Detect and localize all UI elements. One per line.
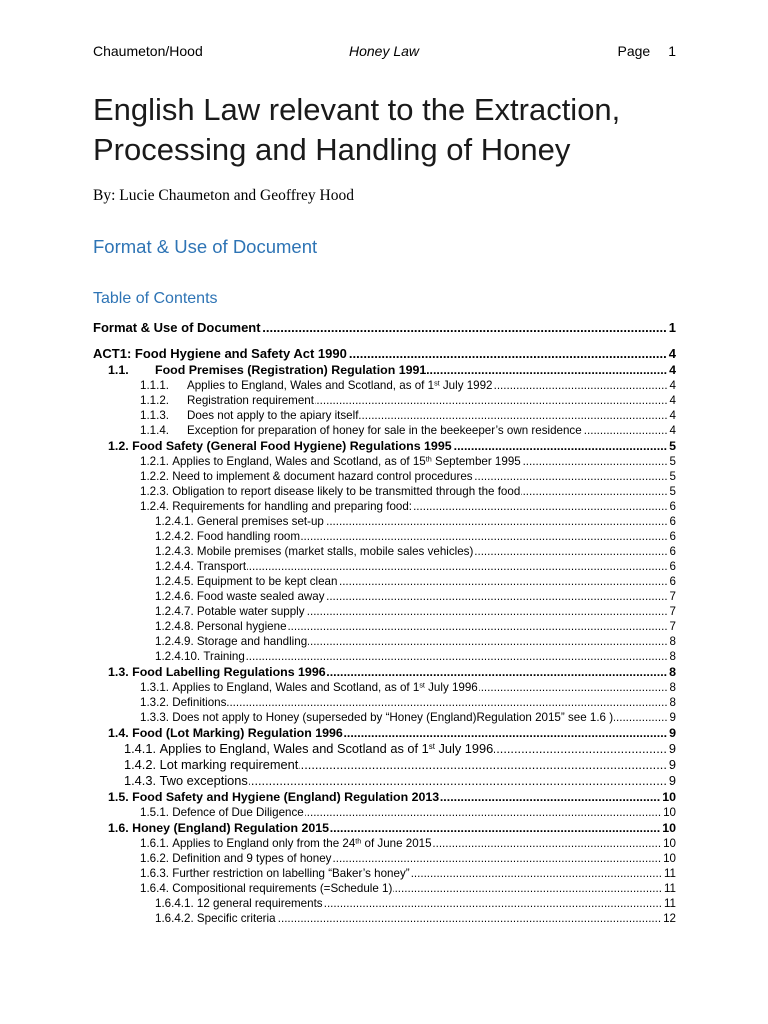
toc-dot-leader [479,680,668,695]
toc-entry-number: 1.2.2. [140,470,170,483]
toc-heading: Table of Contents [93,290,218,307]
toc-entry-label [93,320,261,336]
toc-entry-page-number: 11 [663,867,676,880]
toc-entry-number: 1.2.4.7. [155,605,194,618]
toc-entry-title: Food Premises (Registration) Regulation 1991 [155,363,427,377]
toc-entry-page-number: 4 [669,409,676,422]
toc-entry-page-number: 7 [669,590,676,603]
toc-entry-title: Food (Lot Marking) Regulation 1996 [132,726,343,740]
toc-dot-leader [324,896,662,911]
toc-dot-leader [614,710,667,725]
toc-entry-title: Applies to England, Wales and Scotland as of 1 [159,741,429,756]
toc-entry-page-number: 11 [663,897,676,910]
toc-entry-label [132,725,343,741]
toc-entry-label [172,836,431,851]
toc-entry-label [197,574,338,589]
toc-entry-title: Further restriction on labelling “Baker’s honey” [172,867,410,880]
toc-entry-number: 1.2.4.3. [155,545,194,558]
toc-entry-1-1[interactable] [93,362,676,378]
toc-entry-title: Defence of Due Diligence [172,806,304,819]
toc-entry-label [187,378,493,393]
toc-entry-title: Equipment to be kept clean [196,575,338,588]
toc-dot-leader [440,789,660,805]
toc-entry-title: Food Safety and Hygiene (England) Regulation 2013 [132,790,440,804]
toc-dot-leader [227,695,667,710]
toc-entry-1-1-3[interactable] [93,408,676,423]
toc-dot-leader [338,574,667,589]
toc-dot-leader [348,346,667,362]
toc-entry-title: Mobile premises (market stalls, mobile sales vehicles) [196,545,474,558]
toc-entry-superscript: st [428,742,435,752]
toc-entry-label [160,757,299,773]
toc-entry-page-number: 10 [662,821,676,835]
toc-entry-title: Obligation to report disease likely to be transmitted through the food [172,485,521,498]
toc-entry-title: Storage and handling [196,635,308,648]
toc-entry-page-number: 4 [669,424,676,437]
toc-dot-leader [262,320,667,336]
toc-entry-number: 1.2.4.6. [155,590,194,603]
toc-entry-superscript: st [434,378,440,388]
toc-entry-label [172,851,331,866]
toc-dot-leader [393,881,662,896]
toc-entry-1-1-2[interactable] [93,393,676,408]
toc-entry-page-number: 4 [668,346,676,361]
toc-entry-label [172,695,226,710]
toc-entry-1-2-4-2[interactable] [93,529,676,544]
toc-entry-page-number: 7 [669,620,676,633]
toc-entry-label [197,559,246,574]
toc-entry-title: Applies to England, Wales and Scotland, as of 1 [187,379,435,392]
toc-entry-label [197,589,325,604]
toc-entry-page-number: 9 [668,741,676,756]
toc-dot-leader [413,499,668,514]
toc-entry-1-2[interactable] [93,438,676,454]
toc-entry-number: 1.4.3. [124,773,157,788]
toc-entry-number: 1.5.1. [140,806,170,819]
toc-entry-format-use-of-document[interactable] [93,320,676,336]
section-heading: Format & Use of Document [93,236,318,257]
toc-entry-superscript: th [425,454,432,464]
toc-entry-title: Applies to England, Wales and Scotland, as of 1 [172,681,420,694]
toc-entry-1-4-3[interactable] [93,773,676,789]
toc-entry-1-5[interactable] [93,789,676,805]
toc-entry-label [172,866,409,881]
toc-dot-leader [308,634,667,649]
toc-entry-label [93,346,347,362]
toc-entry-1-3-3[interactable] [93,710,676,725]
toc-entry-number: 1.6.4. [140,882,170,895]
toc-entry-number: 1.2.4.4. [155,560,194,573]
toc-entry-number: 1.2.4.1. [155,515,194,528]
toc-entry-page-number: 8 [669,696,676,709]
toc-entry-1-6-4[interactable] [93,881,676,896]
toc-entry-number: 1.6.4.1. [155,897,194,910]
toc-entry-1-3-2[interactable] [93,695,676,710]
toc-entry-title: General premises set-up [196,515,324,528]
toc-entry-title: Food Labelling Regulations 1996 [132,665,326,679]
toc-dot-leader [277,911,662,926]
toc-dot-leader [306,604,668,619]
toc-entry-number: 1.1.2. [140,394,170,407]
toc-dot-leader [315,393,668,408]
toc-entry-label [155,362,426,378]
toc-entry-page-number: 8 [669,635,676,648]
toc-entry-label [172,499,412,514]
header-page-indicator [618,42,677,60]
toc-entry-page-number: 9 [668,773,676,788]
toc-entry-1-2-4-1[interactable] [93,514,676,529]
toc-entry-title: Compositional requirements (=Schedule 1) [172,882,393,895]
toc-dot-leader [453,438,667,454]
toc-dot-leader [246,649,668,664]
toc-entry-1-2-2[interactable] [93,469,676,484]
toc-dot-leader [301,529,668,544]
toc-entry-label [187,408,358,423]
toc-entry-title: 12 general requirements [196,897,323,910]
toc-entry-title: Applies to England only from the 24 [172,837,356,850]
toc-entry-title: Lot marking requirement [159,757,299,772]
toc-entry-label [197,604,305,619]
toc-entry-page-number: 5 [669,455,676,468]
toc-dot-leader [494,378,668,393]
toc-entry-label [187,423,582,438]
toc-entry-page-number: 6 [669,530,676,543]
toc-entry-label [197,911,276,926]
toc-entry-1-2-4-6[interactable] [93,589,676,604]
toc-entry-1-4[interactable] [93,725,676,741]
toc-entry-1-6-3[interactable] [93,866,676,881]
header-authors: Chaumeton/Hood [93,43,203,59]
toc-entry-page-number: 9 [668,757,676,772]
toc-entry-superscript: st [419,680,425,690]
toc-entry-page-number: 10 [663,806,676,819]
toc-entry-number: 1.2.4.9. [155,635,194,648]
toc-entry-page-number: 8 [669,650,676,663]
toc-dot-leader [299,757,667,773]
toc-entry-page-number: 10 [663,852,676,865]
toc-entry-page-number: 8 [669,665,676,679]
toc-entry-label [187,393,314,408]
toc-entry-label [172,710,613,725]
toc-entry-act1[interactable] [93,346,676,362]
toc-entry-1-2-1[interactable] [93,454,676,469]
toc-entry-label [203,649,244,664]
toc-entry-page-number: 10 [662,790,676,804]
toc-entry-number: 1.6. [108,821,129,835]
toc-entry-number: 1.1.1. [140,379,170,392]
toc-entry-1-6[interactable] [93,820,676,836]
toc-entry-label [132,664,325,680]
toc-entry-label [197,514,324,529]
toc-entry-number: 1.4. [108,726,129,740]
toc-entry-title-end: of June 2015 [361,837,432,850]
toc-entry-page-number: 6 [669,515,676,528]
toc-entry-number: 1.2.1. [140,455,170,468]
toc-entry-title: Definitions [172,696,227,709]
toc-entry-1-2-4-3[interactable] [93,544,676,559]
running-header [0,42,768,60]
toc-entry-title-end: July 1996 [424,681,478,694]
header-document-title: Honey Law [348,43,420,59]
toc-entry-number: 1.2.3. [140,485,170,498]
toc-entry-1-2-4-7[interactable] [93,604,676,619]
toc-entry-title: Applies to England, Wales and Scotland, as of 15 [172,455,426,468]
toc-entry-label [197,634,307,649]
toc-entry-title: Need to implement & document hazard control procedures [172,470,473,483]
toc-entry-title: Format & Use of Document [93,320,261,335]
toc-entry-1-5-1[interactable] [93,805,676,820]
toc-entry-1-2-4-5[interactable] [93,574,676,589]
table-of-contents [93,320,676,926]
toc-entry-title: Honey (England) Regulation 2015 [132,821,330,835]
toc-entry-title: Does not apply to Honey (superseded by “Honey (England)Regulation 2015” see 1.6 ) [172,711,614,724]
toc-entry-superscript: th [355,836,362,846]
toc-dot-leader [522,454,668,469]
toc-entry-title: Registration requirement [187,394,314,407]
toc-dot-leader [330,820,660,836]
toc-entry-1-1-4[interactable] [93,423,676,438]
toc-entry-page-number: 6 [669,560,676,573]
toc-dot-leader [411,866,662,881]
toc-entry-number: 1.4.2. [124,757,157,772]
toc-entry-title: ACT1: Food Hygiene and Safety Act 1990 [93,346,347,361]
toc-entry-1-2-3[interactable] [93,484,676,499]
toc-entry-title: Potable water supply [196,605,305,618]
toc-entry-page-number: 6 [669,575,676,588]
toc-entry-number: 1.3.2. [140,696,170,709]
toc-entry-number: 1.6.2. [140,852,170,865]
toc-entry-page-number: 8 [669,681,676,694]
toc-entry-label [172,484,520,499]
toc-entry-number: 1.2.4.8. [155,620,194,633]
toc-entry-page-number: 7 [669,605,676,618]
toc-entry-number: 1.4.1. [124,741,157,756]
toc-entry-title: Exception for preparation of honey for sale in the beekeeper’s own residence [187,424,582,437]
toc-entry-label [132,438,451,454]
toc-entry-label [160,773,248,789]
toc-entry-number: 1.3. [108,665,129,679]
toc-entry-page-number: 11 [663,882,676,895]
toc-entry-page-number: 1 [668,320,676,335]
toc-dot-leader [327,664,667,680]
toc-entry-title: Transport [196,560,247,573]
toc-dot-leader [521,484,667,499]
toc-dot-leader [433,836,662,851]
toc-entry-1-4-2[interactable] [93,757,676,773]
toc-entry-title-end: July 1996 [434,741,494,756]
toc-entry-number: 1.2.4.10. [155,650,201,663]
toc-dot-leader [494,741,667,757]
toc-entry-1-2-4-8[interactable] [93,619,676,634]
toc-entry-label [197,544,473,559]
toc-entry-number: 1.2.4. [140,500,170,513]
toc-entry-page-number: 6 [669,500,676,513]
toc-entry-page-number: 9 [669,711,676,724]
toc-entry-label [197,896,323,911]
document-title: English Law relevant to the Extraction, Processing and Handling of Honey [93,92,621,167]
toc-entry-label [160,741,494,757]
toc-entry-title: Training [203,650,245,663]
header-page-number: 1 [668,43,676,59]
toc-entry-label [172,680,478,695]
toc-entry-1-6-4-1[interactable] [93,896,676,911]
toc-dot-leader [326,589,668,604]
toc-entry-number: 1.3.3. [140,711,170,724]
toc-entry-label [197,619,287,634]
toc-entry-1-3[interactable] [93,664,676,680]
toc-entry-title: Personal hygiene [196,620,287,633]
toc-entry-1-2-4-10[interactable] [93,649,676,664]
toc-dot-leader [249,773,667,789]
toc-entry-number: 1.6.4.2. [155,912,194,925]
toc-entry-title: Food waste sealed away [196,590,325,603]
toc-entry-number: 1.1.4. [140,424,170,437]
toc-entry-label [172,469,472,484]
toc-entry-title: Does not apply to the apiary itself [187,409,359,422]
toc-entry-number: 1.2.4.2. [155,530,194,543]
toc-entry-number: 1.6.1. [140,837,170,850]
toc-dot-leader [344,725,667,741]
toc-entry-number: 1.6.3. [140,867,170,880]
toc-entry-label [197,529,300,544]
toc-entry-1-2-4-4[interactable] [93,559,676,574]
toc-dot-leader [325,514,668,529]
toc-entry-page-number: 4 [669,363,676,377]
toc-entry-label [172,805,303,820]
toc-entry-title: Definition and 9 types of honey [172,852,332,865]
toc-entry-label [132,820,329,836]
document-byline: By: Lucie Chaumeton and Geoffrey Hood [93,187,354,204]
toc-entry-page-number: 10 [663,837,676,850]
toc-entry-title: Food Safety (General Food Hygiene) Regulations 1995 [132,439,452,453]
toc-entry-number: 1.2. [108,439,129,453]
toc-entry-number: 1.1. [108,363,129,377]
toc-entry-number: 1.1.3. [140,409,170,422]
toc-entry-1-6-4-2[interactable] [93,911,676,926]
toc-entry-1-2-4[interactable] [93,499,676,514]
toc-entry-title: Specific criteria [196,912,276,925]
toc-entry-1-6-1[interactable] [93,836,676,851]
toc-entry-number: 1.2.4.5. [155,575,194,588]
toc-entry-number: 1.3.1. [140,681,170,694]
toc-dot-leader [288,619,668,634]
toc-entry-page-number: 6 [669,545,676,558]
toc-entry-label [172,454,520,469]
toc-entry-1-2-4-9[interactable] [93,634,676,649]
toc-entry-page-number: 4 [669,394,676,407]
toc-entry-page-number: 12 [663,912,676,925]
toc-dot-leader [474,544,667,559]
toc-entry-title: Food handling room [196,530,301,543]
toc-dot-leader [247,559,667,574]
toc-dot-leader [305,805,661,820]
toc-entry-page-number: 5 [669,470,676,483]
toc-entry-1-6-2[interactable] [93,851,676,866]
toc-dot-leader [332,851,661,866]
toc-dot-leader [427,362,667,378]
toc-entry-1-1-1[interactable] [93,378,676,393]
header-page-label: Page [617,43,651,59]
toc-entry-number: 1.5. [108,790,129,804]
toc-dot-leader [583,423,668,438]
toc-entry-title: Requirements for handling and preparing food: [172,500,413,513]
toc-entry-label [172,881,392,896]
toc-entry-page-number: 4 [669,379,676,392]
toc-entry-label [132,789,439,805]
toc-dot-leader [474,469,668,484]
toc-entry-1-3-1[interactable] [93,680,676,695]
toc-entry-page-number: 5 [669,439,676,453]
toc-entry-title-end: September 1995 [431,455,521,468]
toc-entry-1-4-1[interactable] [93,741,676,757]
toc-entry-page-number: 5 [669,485,676,498]
toc-entry-title: Two exceptions [159,773,248,788]
toc-entry-page-number: 9 [669,726,676,740]
toc-dot-leader [359,408,667,423]
toc-entry-title-end: July 1992 [439,379,493,392]
